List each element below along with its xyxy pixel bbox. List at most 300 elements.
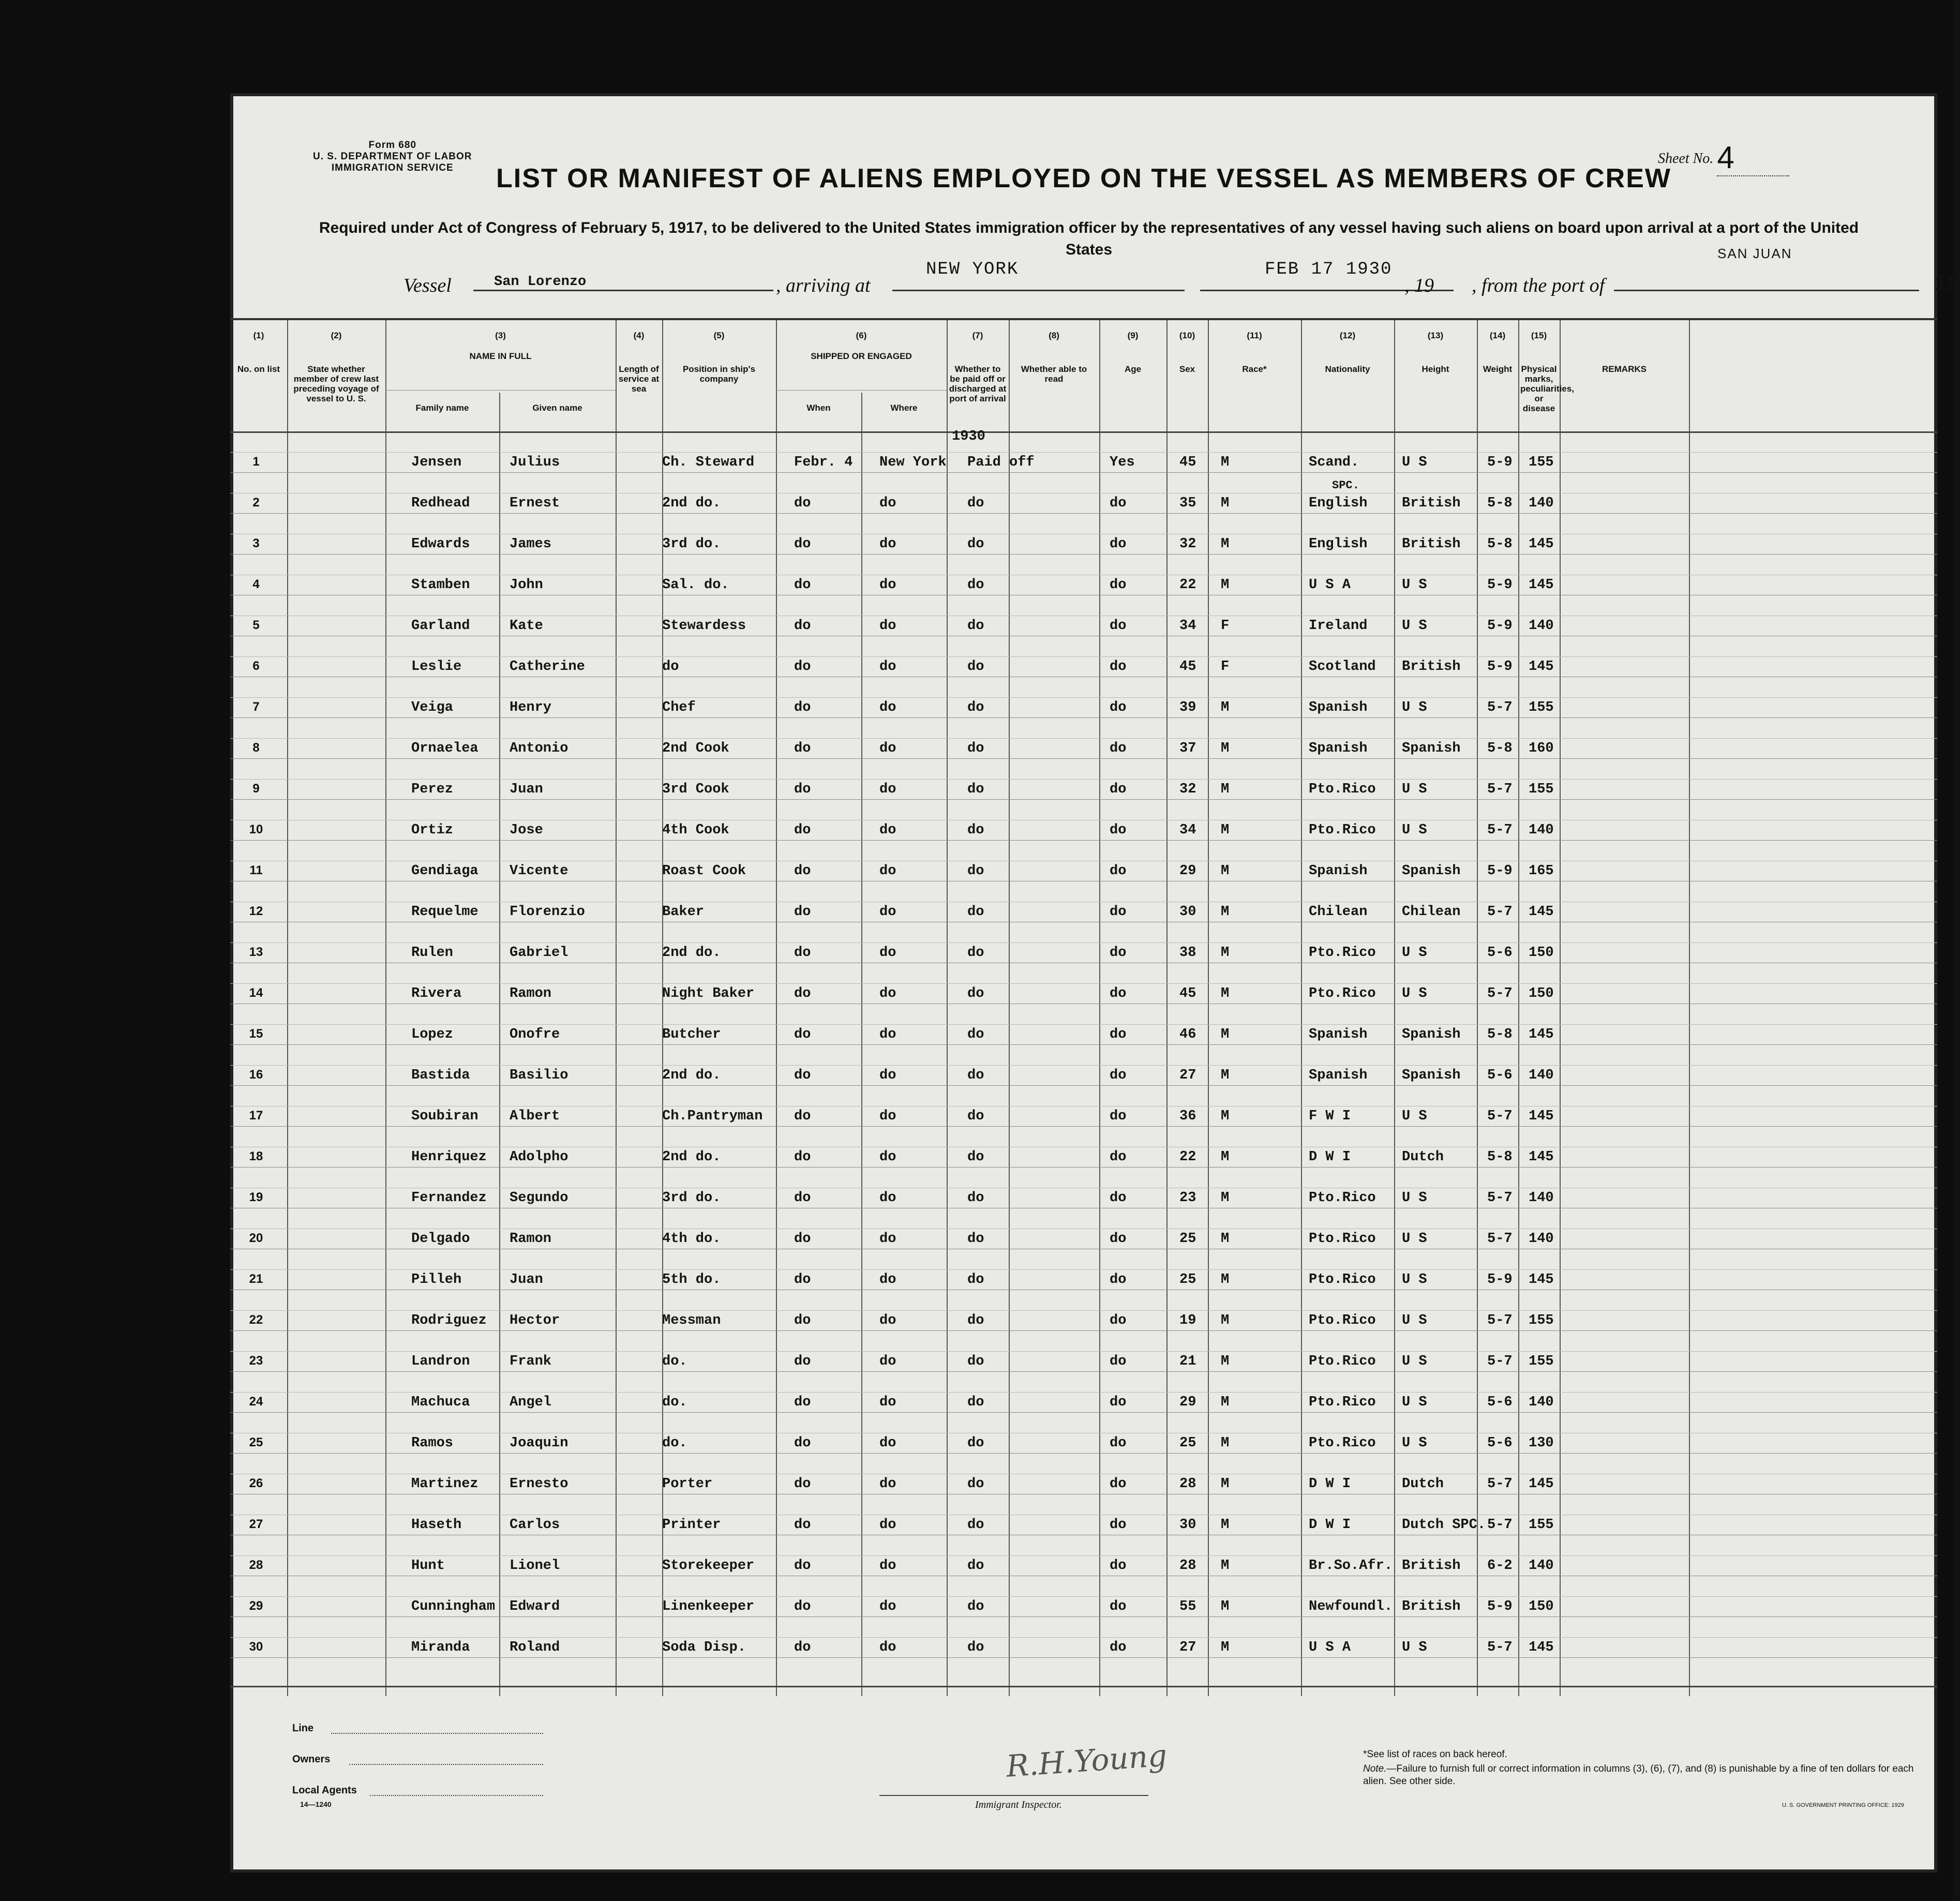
cell-paid: do: [967, 904, 984, 920]
column-header: NAME IN FULL: [469, 351, 532, 361]
row-guide-rule: [230, 697, 1937, 698]
cell-age: 28: [1179, 1476, 1196, 1492]
cell-race: Pto.Rico: [1309, 1272, 1376, 1288]
cell-family: Rulen: [411, 945, 454, 961]
cell-sex: M: [1221, 1640, 1230, 1655]
column-divider: [1009, 320, 1010, 1696]
cell-sex: M: [1221, 904, 1230, 920]
cell-age: 25: [1179, 1231, 1196, 1247]
row-rule: [230, 1371, 1937, 1372]
cell-when: do: [794, 1231, 811, 1247]
cell-when: do: [794, 782, 811, 797]
cell-position: do: [662, 659, 679, 675]
cell-when: do: [794, 1517, 811, 1533]
cell-age: 30: [1179, 1517, 1196, 1533]
cell-given: Basilio: [510, 1068, 568, 1083]
cell-read: do: [1110, 1435, 1127, 1451]
cell-where: do: [879, 1027, 896, 1042]
cell-read: do: [1110, 496, 1127, 511]
cell-sex: F: [1221, 618, 1230, 634]
cell-position: Ch.Pantryman: [662, 1109, 763, 1124]
cell-where: do: [879, 1313, 896, 1328]
corner-number: 18: [1935, 270, 1960, 295]
cell-where: do: [879, 496, 896, 511]
cell-family: Cunningham: [411, 1599, 496, 1614]
arriving-label: , arriving at: [776, 275, 871, 296]
cell-weight: 160: [1529, 741, 1554, 756]
column-divider: [1518, 320, 1519, 1696]
agents-rule: [370, 1795, 543, 1796]
cell-given: Onofre: [510, 1027, 560, 1042]
cell-family: Leslie: [411, 659, 462, 675]
cell-weight: 140: [1529, 1231, 1554, 1247]
cell-when: do: [794, 945, 811, 961]
cell-when: do: [794, 1476, 811, 1492]
cell-age: 29: [1179, 1395, 1196, 1410]
cell-when: do: [794, 618, 811, 634]
cell-read: do: [1110, 618, 1127, 634]
column-divider: [1477, 320, 1478, 1696]
cell-sex: M: [1221, 863, 1230, 879]
header-rule: [230, 431, 1937, 433]
row-guide-rule: [230, 1351, 1937, 1352]
cell-given: Gabriel: [510, 945, 568, 961]
manifest-sheet: [230, 93, 1960, 1873]
cell-position: 4th do.: [662, 1231, 721, 1247]
page-subtitle: Required under Act of Congress of February 5, 1917, to be delivered to the United States immigration officer by the representatives of any vessel having such aliens on board upon arrival at a port of the United States: [319, 219, 1859, 258]
cell-height: 5-9: [1487, 1272, 1513, 1288]
cell-sex: M: [1221, 1027, 1230, 1042]
cell-sex: M: [1221, 1435, 1230, 1451]
row-number: 18: [249, 1149, 263, 1163]
cell-nationality: U S: [1402, 945, 1427, 961]
cell-given: Hector: [510, 1313, 560, 1328]
cell-weight: 140: [1529, 1558, 1554, 1574]
row-number: 6: [252, 659, 260, 673]
cell-age: 32: [1179, 536, 1196, 552]
cell-where: do: [879, 1109, 896, 1124]
cell-sex: M: [1221, 945, 1230, 961]
column-divider: [1301, 320, 1302, 1696]
from-line-rule: [1614, 290, 1919, 291]
cell-where: do: [879, 700, 896, 715]
cell-where: New York: [879, 455, 947, 470]
cell-sex: M: [1221, 1272, 1230, 1288]
cell-given: Ramon: [510, 1231, 552, 1247]
cell-family: Redhead: [411, 496, 470, 511]
cell-height: 5-8: [1487, 1149, 1513, 1165]
cell-where: do: [879, 1231, 896, 1247]
cell-height: 5-6: [1487, 1395, 1513, 1410]
cell-family: Haseth: [411, 1517, 462, 1533]
row-number: 24: [249, 1395, 263, 1409]
cell-height: 5-6: [1487, 1068, 1513, 1083]
cell-nationality: U S: [1402, 782, 1427, 797]
cell-weight: 130: [1529, 1435, 1554, 1451]
cell-position: 2nd do.: [662, 496, 721, 511]
cell-when: do: [794, 536, 811, 552]
cell-race: Pto.Rico: [1309, 945, 1376, 961]
cell-sex: M: [1221, 1313, 1230, 1328]
cell-read: do: [1110, 1027, 1127, 1042]
column-header: Nationality: [1325, 364, 1370, 374]
row-number: 26: [249, 1476, 263, 1490]
cell-family: Rivera: [411, 986, 462, 1001]
subheader-rule: [776, 390, 947, 391]
cell-where: do: [879, 863, 896, 879]
cell-height: 5-9: [1487, 455, 1513, 470]
cell-paid: do: [967, 536, 984, 552]
cell-when: Febr. 4: [794, 455, 853, 470]
cell-weight: 155: [1529, 455, 1554, 470]
cell-read: do: [1110, 1599, 1127, 1614]
row-number: 7: [252, 700, 260, 714]
cell-position: 4th Cook: [662, 822, 729, 838]
cell-age: 25: [1179, 1435, 1196, 1451]
cell-when: do: [794, 1027, 811, 1042]
owners-rule: [349, 1764, 543, 1765]
cell-position: do.: [662, 1435, 687, 1451]
cell-where: do: [879, 822, 896, 838]
cell-sex: M: [1221, 1149, 1230, 1165]
row-guide-rule: [230, 1024, 1937, 1025]
cell-when: do: [794, 577, 811, 593]
crew-manifest-table: [230, 318, 1937, 1696]
cell-nationality: U S: [1402, 1395, 1427, 1410]
cell-paid: do: [967, 822, 984, 838]
subcolumn-header: Where: [890, 403, 918, 413]
cell-height: 5-9: [1487, 618, 1513, 634]
cell-when: do: [794, 1272, 811, 1288]
cell-race: Ireland: [1309, 618, 1368, 634]
cell-given: Joaquin: [510, 1435, 568, 1451]
cell-age: 32: [1179, 782, 1196, 797]
cell-family: Lopez: [411, 1027, 454, 1042]
cell-height: 5-6: [1487, 1435, 1513, 1451]
cell-sex: M: [1221, 577, 1230, 593]
cell-position: Roast Cook: [662, 863, 746, 879]
penalty-note: [1363, 1763, 1922, 1788]
cell-given: Ramon: [510, 986, 552, 1001]
cell-race: Newfoundl.: [1309, 1599, 1393, 1614]
cell-paid: do: [967, 1190, 984, 1206]
cell-given: Ernesto: [510, 1476, 568, 1492]
column-header: Whether able to read: [1021, 364, 1087, 384]
cell-read: do: [1110, 536, 1127, 552]
arriving-line-rule: [892, 290, 1185, 291]
cell-age: 45: [1179, 986, 1196, 1001]
cell-height: 5-7: [1487, 1190, 1513, 1206]
cell-sex: F: [1221, 659, 1230, 675]
cell-position: Soda Disp.: [662, 1640, 746, 1655]
cell-position: Messman: [662, 1313, 721, 1328]
cell-paid: do: [967, 1068, 984, 1083]
inspector-signature: R.H.Young: [1005, 1738, 1169, 1784]
cell-weight: 145: [1529, 536, 1554, 552]
table-bottom-rule: [230, 1686, 1937, 1687]
cell-height: 5-7: [1487, 1109, 1513, 1124]
cell-family: Ramos: [411, 1435, 454, 1451]
cell-family: Landron: [411, 1354, 470, 1369]
cell-read: do: [1110, 822, 1127, 838]
cell-where: do: [879, 1190, 896, 1206]
cell-given: Julius: [510, 455, 560, 470]
department-name: U. S. DEPARTMENT OF LABOR: [313, 151, 472, 162]
cell-where: do: [879, 741, 896, 756]
cell-weight: 145: [1529, 1476, 1554, 1492]
cell-nationality: Chilean: [1402, 904, 1461, 920]
row-number: 15: [249, 1027, 263, 1041]
cell-position: Baker: [662, 904, 705, 920]
column-header: No. on list: [237, 364, 280, 374]
row-rule: [230, 799, 1937, 800]
cell-nationality: British: [1402, 1558, 1461, 1574]
row-guide-rule: [230, 1310, 1937, 1311]
cell-paid: do: [967, 1517, 984, 1533]
cell-nationality: U S: [1402, 1435, 1427, 1451]
cell-position: do.: [662, 1354, 687, 1369]
cell-sex: M: [1221, 1190, 1230, 1206]
cell-where: do: [879, 1599, 896, 1614]
cell-given: Angel: [510, 1395, 552, 1410]
cell-read: do: [1110, 1517, 1127, 1533]
cell-race: English: [1309, 536, 1368, 552]
cell-age: 46: [1179, 1027, 1196, 1042]
cell-race: English: [1309, 496, 1368, 511]
cell-sex: M: [1221, 1354, 1230, 1369]
cell-height: 5-8: [1487, 496, 1513, 511]
row-number: 17: [249, 1109, 263, 1122]
row-number: 13: [249, 945, 263, 959]
cell-when: do: [794, 1558, 811, 1574]
column-header: Race*: [1242, 364, 1267, 374]
column-header: Physical marks, peculiarities, or disease: [1520, 364, 1574, 413]
cell-position: 3rd do.: [662, 1190, 721, 1206]
cell-paid: do: [967, 496, 984, 511]
sheet-label: Sheet No.: [1658, 151, 1714, 167]
cell-nationality: Dutch: [1402, 1149, 1444, 1165]
cell-race: Spanish: [1309, 741, 1368, 756]
cell-weight: 155: [1529, 1354, 1554, 1369]
cell-read: do: [1110, 1231, 1127, 1247]
cell-nationality: U S: [1402, 986, 1427, 1001]
cell-race: Scand.: [1309, 455, 1359, 470]
cell-age: 23: [1179, 1190, 1196, 1206]
cell-position: Butcher: [662, 1027, 721, 1042]
row-guide-rule: [230, 656, 1937, 657]
cell-sex: M: [1221, 455, 1230, 470]
cell-paid: do: [967, 659, 984, 675]
column-number: (15): [1531, 331, 1547, 340]
column-divider: [776, 320, 777, 1696]
cell-nationality: Spanish: [1402, 1068, 1461, 1083]
cell-race: U S A: [1309, 1640, 1351, 1655]
cell-nationality: U S: [1402, 1272, 1427, 1288]
cell-paid: Paid off: [967, 455, 1035, 470]
agents-code: 14—1240: [300, 1800, 332, 1808]
cell-given: Edward: [510, 1599, 560, 1614]
column-divider: [1689, 320, 1690, 1696]
row-guide-rule: [230, 1555, 1937, 1556]
cell-family: Stamben: [411, 577, 470, 593]
cell-position: Storekeeper: [662, 1558, 755, 1574]
cell-nationality: British: [1402, 496, 1461, 511]
vessel-label: Vessel: [403, 275, 452, 296]
row-rule: [230, 717, 1937, 718]
cell-nationality: Spanish: [1402, 741, 1461, 756]
cell-race: Pto.Rico: [1309, 1354, 1376, 1369]
cell-race: Pto.Rico: [1309, 1190, 1376, 1206]
cell-race: D W I: [1309, 1149, 1351, 1165]
column-number: (4): [633, 331, 645, 340]
cell-sex: M: [1221, 1109, 1230, 1124]
cell-height: 5-9: [1487, 1599, 1513, 1614]
cell-paid: do: [967, 1313, 984, 1328]
cell-given: Vicente: [510, 863, 568, 879]
row-number: 10: [249, 822, 263, 836]
cell-weight: 145: [1529, 1027, 1554, 1042]
cell-read: do: [1110, 1272, 1127, 1288]
row-guide-rule: [230, 942, 1937, 943]
cell-sex: M: [1221, 1476, 1230, 1492]
arriving-port: NEW YORK: [926, 260, 1019, 279]
cell-when: do: [794, 1068, 811, 1083]
column-divider: [616, 320, 617, 1696]
row-guide-rule: [230, 779, 1937, 780]
cell-height: 5-7: [1487, 1354, 1513, 1369]
signature-rule: [879, 1795, 1148, 1796]
cell-nationality: U S: [1402, 577, 1427, 593]
cell-weight: 140: [1529, 1068, 1554, 1083]
cell-read: do: [1110, 1068, 1127, 1083]
row-rule: [230, 1085, 1937, 1086]
cell-given: Albert: [510, 1109, 560, 1124]
vessel-line-rule: [473, 290, 773, 291]
cell-sex: M: [1221, 536, 1230, 552]
cell-where: do: [879, 1476, 896, 1492]
cell-position: 2nd do.: [662, 945, 721, 961]
cell-position: 5th do.: [662, 1272, 721, 1288]
column-number: (3): [495, 331, 506, 340]
cell-race: Br.So.Afr.: [1309, 1558, 1393, 1574]
cell-when: do: [794, 741, 811, 756]
cell-race: D W I: [1309, 1517, 1351, 1533]
cell-paid: do: [967, 700, 984, 715]
row-number: 8: [252, 741, 260, 755]
cell-given: Carlos: [510, 1517, 560, 1533]
cell-sex: M: [1221, 496, 1230, 511]
row-number: 30: [249, 1640, 263, 1654]
cell-weight: 150: [1529, 1599, 1554, 1614]
cell-height: 5-7: [1487, 904, 1513, 920]
row-rule: [230, 1330, 1937, 1331]
cell-family: Perez: [411, 782, 454, 797]
cell-given: Juan: [510, 782, 543, 797]
cell-nationality: U S: [1402, 1190, 1427, 1206]
cell-age: 19: [1179, 1313, 1196, 1328]
cell-height: 5-7: [1487, 700, 1513, 715]
cell-family: Gendiaga: [411, 863, 478, 879]
row-number: 22: [249, 1313, 263, 1327]
cell-race: Pto.Rico: [1309, 782, 1376, 797]
cell-read: Yes: [1110, 455, 1135, 470]
cell-age: 34: [1179, 618, 1196, 634]
cell-weight: 145: [1529, 904, 1554, 920]
cell-race: Pto.Rico: [1309, 822, 1376, 838]
row-rule: [230, 840, 1937, 841]
cell-weight: 155: [1529, 1517, 1554, 1533]
cell-nationality: U S: [1402, 1640, 1427, 1655]
cell-position: Night Baker: [662, 986, 755, 1001]
cell-sex: M: [1221, 741, 1230, 756]
cell-race: Pto.Rico: [1309, 1231, 1376, 1247]
cell-paid: do: [967, 1599, 984, 1614]
cell-age: 27: [1179, 1068, 1196, 1083]
cell-height: 5-9: [1487, 577, 1513, 593]
races-note: *See list of races on back hereof.: [1363, 1749, 1507, 1760]
cell-read: do: [1110, 1640, 1127, 1655]
cell-where: do: [879, 986, 896, 1001]
cell-family: Garland: [411, 618, 470, 634]
printer-imprint: U. S. GOVERNMENT PRINTING OFFICE: 1929: [1782, 1802, 1904, 1808]
cell-given: James: [510, 536, 552, 552]
cell-height: 6-2: [1487, 1558, 1513, 1574]
cell-paid: do: [967, 1558, 984, 1574]
cell-where: do: [879, 1517, 896, 1533]
cell-weight: 155: [1529, 782, 1554, 797]
column-number: (13): [1427, 331, 1444, 340]
cell-sex: M: [1221, 1231, 1230, 1247]
cell-read: do: [1110, 741, 1127, 756]
row-number: 29: [249, 1599, 263, 1613]
column-divider: [1394, 320, 1395, 1696]
cell-weight: 145: [1529, 1109, 1554, 1124]
cell-given: Frank: [510, 1354, 552, 1369]
cell-paid: do: [967, 1354, 984, 1369]
row-number: 2: [252, 496, 260, 510]
cell-age: 34: [1179, 822, 1196, 838]
inspector-label: Immigrant Inspector.: [975, 1799, 1062, 1810]
cell-race: Chilean: [1309, 904, 1368, 920]
column-number: (10): [1179, 331, 1195, 340]
row-guide-rule: [230, 1269, 1937, 1270]
cell-height: 5-7: [1487, 1231, 1513, 1247]
cell-race: Pto.Rico: [1309, 1435, 1376, 1451]
row-guide-rule: [230, 1596, 1937, 1597]
cell-weight: 155: [1529, 700, 1554, 715]
cell-family: Jensen: [411, 455, 462, 470]
cell-given: Ernest: [510, 496, 560, 511]
row-rule: [230, 554, 1937, 555]
cell-where: do: [879, 1435, 896, 1451]
cell-height: 5-8: [1487, 741, 1513, 756]
cell-position: 3rd Cook: [662, 782, 729, 797]
cell-age: 22: [1179, 577, 1196, 593]
row-number: 21: [249, 1272, 263, 1286]
cell-nationality: British: [1402, 536, 1461, 552]
row-number: 11: [249, 863, 263, 877]
cell-race: Spanish: [1309, 700, 1368, 715]
row-rule: [230, 472, 1937, 473]
cell-where: do: [879, 1272, 896, 1288]
cell-weight: 140: [1529, 618, 1554, 634]
cell-where: do: [879, 1354, 896, 1369]
cell-when: do: [794, 822, 811, 838]
cell-position: Sal. do.: [662, 577, 729, 593]
cell-family: Rodriguez: [411, 1313, 487, 1328]
cell-nationality: U S: [1402, 1354, 1427, 1369]
cell-where: do: [879, 536, 896, 552]
